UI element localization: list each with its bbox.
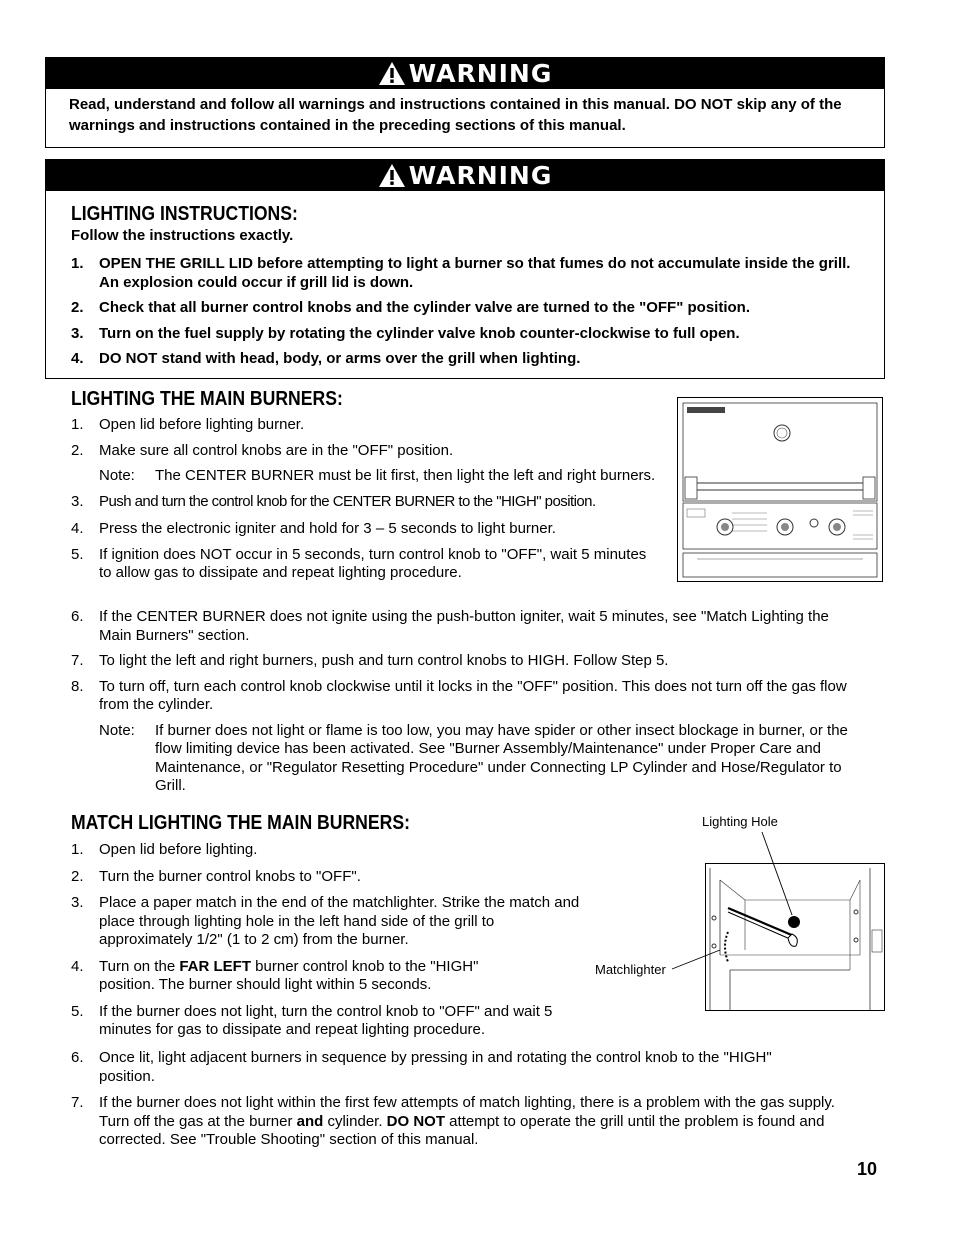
page-number: 10 [857, 1159, 878, 1179]
match-lighting-list-bottom [71, 1049, 861, 1150]
list-item: 7. To light the left and right burners, push and turn control knobs to HIGH. Follow Step 5. [71, 652, 669, 669]
list-item: 1. Open lid before lighting. [71, 841, 258, 858]
main-burners-list-top [71, 416, 671, 583]
list-item: 7. If the burner does not light within the first few attempts of match lighting, there is a problem with the gas supply. Turn off the gas at the burner and cylinder. DO NOT attempt to operate the grill until the problem is found and corrected. See "Trouble Shooting" section of this manual. [71, 1094, 835, 1148]
list-item: 5. If ignition does NOT occur in 5 seconds, turn control knob to "OFF", wait 5 minutes to allow gas to dissipate and repeat lighting procedure. [71, 545, 647, 581]
warning-header [46, 58, 884, 89]
warning-triangle-icon [378, 163, 406, 188]
grill-front-illustration [677, 397, 883, 582]
match-lighting-illustration [580, 820, 890, 1015]
list-item: 3. Turn on the fuel supply by rotating the cylinder valve knob counter-clockwise to full open. [71, 324, 740, 342]
matchlighter-caption: Matchlighter [595, 962, 666, 977]
lighting-instructions-heading: LIGHTING INSTRUCTIONS: [71, 203, 298, 225]
list-item: 4. DO NOT stand with head, body, or arms over the grill when lighting. [71, 350, 581, 367]
list-item: 6. If the CENTER BURNER does not ignite using the push-button igniter, wait 5 minutes, see "Match Lighting the Main Burners" section. [71, 608, 829, 644]
list-item: 2. Turn the burner control knobs to "OFF". [71, 867, 361, 885]
note: Note: The CENTER BURNER must be lit first, then light the left and right burners. [99, 467, 656, 484]
lighting-hole-caption: Lighting Hole [702, 814, 778, 829]
list-item: 3. Place a paper match in the end of the matchlighter. Strike the match and place through lighting hole in the left hand side of the grill to approximately 1/2" (1 to 2 cm) from the burner. [71, 894, 580, 948]
main-burners-heading: LIGHTING THE MAIN BURNERS: [71, 388, 343, 410]
list-item: 1. Open lid before lighting burner. [71, 416, 305, 433]
list-item: 8. To turn off, turn each control knob clockwise until it locks in the "OFF" position. This does not turn off the gas flow from the cylinder. [71, 677, 847, 713]
warning-box-general [45, 57, 885, 148]
list-item: 4. Press the electronic igniter and hold for 3 – 5 seconds to light burner. [71, 520, 556, 537]
warning-title: WARNING [408, 59, 553, 88]
warning-title: WARNING [408, 161, 553, 190]
list-item: 2. Check that all burner control knobs and the cylinder valve are turned to the "OFF" position. [71, 299, 750, 316]
list-item: 2. Make sure all control knobs are in the "OFF" position. [71, 441, 454, 459]
list-item: 1. OPEN THE GRILL LID before attempting to light a burner so that fumes do not accumulate inside the grill. An explosion could occur if grill lid is down. [71, 255, 851, 291]
lighting-instructions-subheading: Follow the instructions exactly. [71, 227, 294, 244]
lighting-instructions-list [71, 255, 866, 369]
list-item: 4. Turn on the FAR LEFT burner control knob to the "HIGH" position. The burner should light within 5 seconds. [71, 957, 479, 993]
warning-header [46, 160, 884, 191]
main-burners-list-bottom [71, 608, 861, 796]
note: Note: If burner does not light or flame is too low, you may have spider or other insect blockage in burner, or the flow limiting device has been activated. See "Burner Assembly/Maintenance" under Proper Care and Maintenance, or "Regulator Resetting Procedure" under Connecting LP Cylinder and Hose/Regulator to Grill. [99, 721, 848, 794]
match-lighting-heading: MATCH LIGHTING THE MAIN BURNERS: [71, 812, 410, 834]
list-item: 3. Push and turn the control knob for the CENTER BURNER to the "HIGH" position. [71, 492, 596, 510]
match-lighting-list-top [71, 841, 581, 1040]
warning-text: Read, understand and follow all warnings and instructions contained in this manual. DO NOT skip any of the warnings and instructions contained in the preceding sections of this manual. [69, 96, 842, 134]
list-item: 5. If the burner does not light, turn the control knob to "OFF" and wait 5 minutes for gas to dissipate and repeat lighting procedure. [71, 1002, 553, 1038]
warning-triangle-icon [378, 61, 406, 86]
list-item: 6. Once lit, light adjacent burners in sequence by pressing in and rotating the control knob to the "HIGH" position. [71, 1049, 772, 1085]
